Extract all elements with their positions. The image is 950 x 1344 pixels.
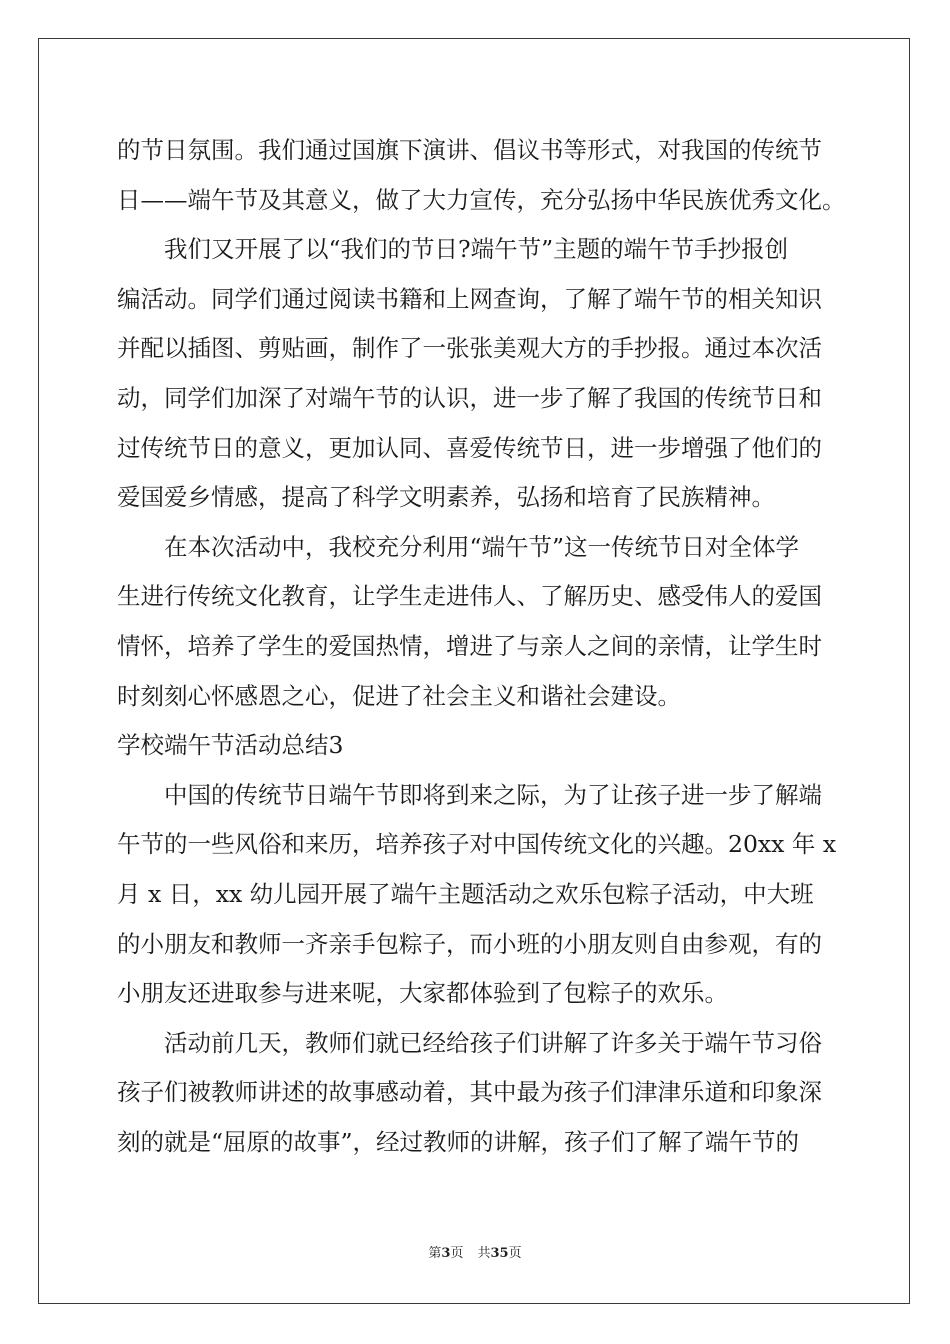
total-prefix: 共 [477, 1246, 491, 1261]
text-line: 我们又开展了以“我们的节日?端午节”主题的端午节手抄报创 [117, 235, 789, 264]
text-line: 午节的一些风俗和来历，培养孩子对中国传统文化的兴趣。20xx 年 x [117, 830, 837, 859]
text-line: 小朋友还进取参与进来呢，大家都体验到了包粽子的欢乐。 [117, 979, 728, 1008]
page-number: 3 [441, 1246, 451, 1261]
text-line: 的节日氛围。我们通过国旗下演讲、倡议书等形式，对我国的传统节 [117, 136, 822, 164]
document-body [117, 126, 846, 1167]
text-line: 编活动。同学们通过阅读书籍和上网查询，了解了端午节的相关知识 [117, 284, 822, 313]
page-prefix: 第 [428, 1246, 442, 1261]
text-line: 生进行传统文化教育，让学生走进伟人、了解历史、感受伟人的爱国 [117, 582, 822, 611]
text-line: 情怀，培养了学生的爱国热情，增进了与亲人之间的亲情，让学生时 [117, 631, 822, 660]
total-suffix: 页 [508, 1246, 522, 1261]
text-line: 日——端午节及其意义，做了大力宣传，充分弘扬中华民族优秀文化。 [117, 185, 846, 214]
text-line: 爱国爱乡情感，提高了科学文明素养，弘扬和培育了民族精神。 [117, 483, 775, 512]
text-line: 过传统节日的意义，更加认同、喜爱传统节日，进一步增强了他们的 [117, 433, 822, 462]
text-line: 中国的传统节日端午节即将到来之际，为了让孩子进一步了解端 [117, 780, 822, 809]
text-line: 孩子们被教师讲述的故事感动着，其中最为孩子们津津乐道和印象深 [117, 1078, 822, 1107]
text-line: 活动前几天，教师们就已经给孩子们讲解了许多关于端午节习俗 [117, 1028, 822, 1057]
text-line: 刻的就是“屈原的故事”，经过教师的讲解，孩子们了解了端午节的 [117, 1127, 800, 1156]
text-line: 在本次活动中，我校充分利用“端午节”这一传统节日对全体学 [117, 532, 800, 561]
section-heading: 学校端午节活动总结3 [117, 731, 344, 760]
page-footer [0, 1244, 950, 1264]
text-line: 月 x 日，xx 幼儿园开展了端午主题活动之欢乐包粽子活动，中大班 [117, 879, 814, 908]
text-line: 时刻刻心怀感恩之心，促进了社会主义和谐社会建设。 [117, 681, 681, 710]
total-pages: 35 [490, 1246, 509, 1261]
page-suffix: 页 [450, 1246, 464, 1261]
text-line: 并配以插图、剪贴画，制作了一张张美观大方的手抄报。通过本次活 [117, 334, 822, 363]
text-line: 的小朋友和教师一齐亲手包粽子，而小班的小朋友则自由参观，有的 [117, 929, 822, 958]
text-line: 动，同学们加深了对端午节的认识，进一步了解了我国的传统节日和 [117, 383, 822, 412]
